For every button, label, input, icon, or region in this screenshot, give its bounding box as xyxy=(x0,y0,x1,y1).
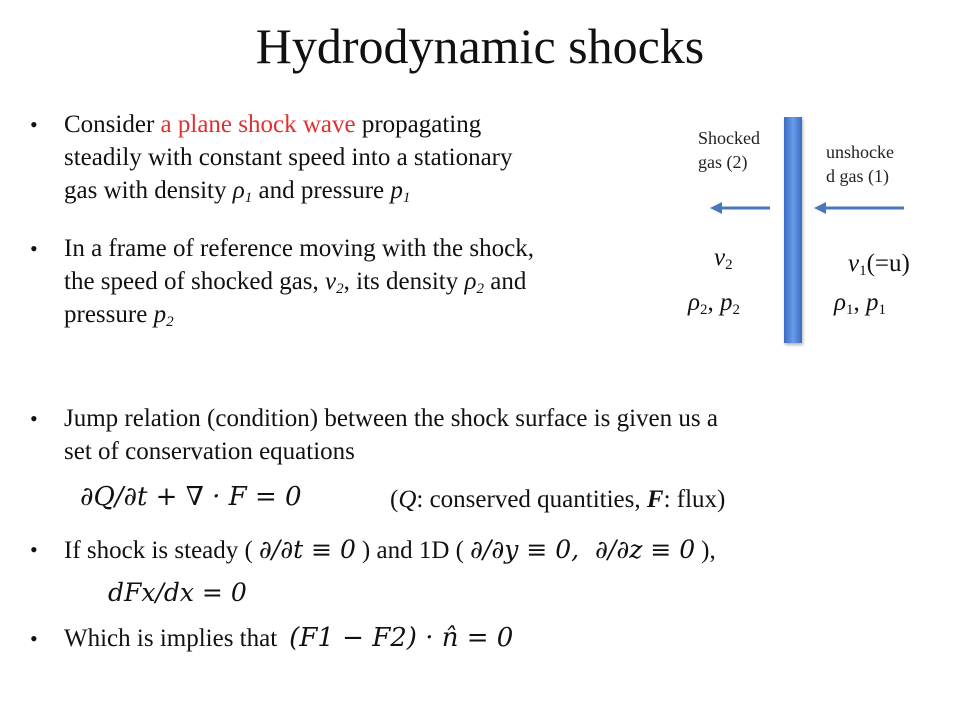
equation-conservation: ∂Q/∂t + ∇ · F = 0 xyxy=(80,482,302,512)
bullet-2-line-2: and xyxy=(484,268,527,295)
note-text: : conserved quantities, xyxy=(416,486,647,513)
bullet-dot: • xyxy=(30,112,38,137)
bullet-2-line-2: the speed of shocked gas, xyxy=(64,268,326,295)
bullet-2-line-2: , its density xyxy=(343,268,465,295)
bullet-4-text: ) and 1D ( xyxy=(361,537,464,564)
label-shocked-line1: Shocked xyxy=(698,128,760,148)
label-unshocked-line2: d gas (1) xyxy=(826,166,889,186)
note-q: Q xyxy=(398,486,417,513)
v2-symbol: $v_2$ xyxy=(325,268,344,297)
rho-symbol: $\rho_1$ xyxy=(232,177,253,206)
bullet-1-line-3: and pressure xyxy=(252,177,391,204)
bullet-4-text: If shock is steady ( xyxy=(64,537,253,564)
label-shocked-gas xyxy=(698,126,760,174)
label-unshocked-gas xyxy=(826,140,894,188)
v2-label: $v_2$ xyxy=(714,244,733,273)
arrow-left-icon xyxy=(812,200,906,216)
v1-label: $v_1(=u)$ xyxy=(848,250,910,279)
rho1-p1-label: $\rho_1$, $p_1$ xyxy=(834,289,886,318)
bullet-dot: • xyxy=(30,406,38,431)
bullet-dot: • xyxy=(30,236,38,261)
equation-flux-derivative: dFx/dx = 0 xyxy=(108,578,247,607)
one-d-condition: ∂/∂y ≡ 0, ∂/∂z ≡ 0 xyxy=(469,535,696,564)
label-shocked-line2: gas (2) xyxy=(698,152,748,172)
rho2-p2-label: $\rho_2$, $p_2$ xyxy=(688,289,740,318)
bullet-2-line-1: In a frame of reference moving with the shock, xyxy=(64,235,534,262)
arrow-left-icon xyxy=(708,200,772,216)
equation-note xyxy=(390,483,725,516)
shock-plane xyxy=(784,117,802,343)
bullet-5-text: Which is implies that xyxy=(64,625,278,652)
bullet-3-line-2: set of conservation equations xyxy=(64,438,355,465)
bullet-dot: • xyxy=(30,626,38,651)
slide-title: Hydrodynamic shocks xyxy=(255,18,705,74)
bullet-4-text: ), xyxy=(701,537,716,564)
p-symbol: $p_1$ xyxy=(390,177,411,206)
rho2-symbol: $\rho_2$ xyxy=(464,268,484,297)
bullet-1-line-3: gas with density xyxy=(64,177,233,204)
note-f: F xyxy=(646,486,664,513)
bullet-2-line-3: pressure xyxy=(64,301,154,328)
bullet-dot: • xyxy=(30,537,38,562)
note-text: ( xyxy=(390,486,399,513)
note-text: : flux) xyxy=(663,486,726,513)
bullet-1-line-2: steadily with constant speed into a stationary xyxy=(64,144,513,171)
bullet-1-text: Consider xyxy=(64,111,161,138)
highlight-plane-shock: a plane shock wave xyxy=(160,111,356,138)
steady-condition: ∂/∂t ≡ 0 xyxy=(258,535,356,564)
bullet-3-line-1: Jump relation (condition) between the shock surface is given us a xyxy=(64,405,718,432)
p2-symbol: $p_2$ xyxy=(153,301,174,330)
equation-jump: (F1 − F2) · n̂ = 0 xyxy=(289,623,514,653)
bullet-1-text: propagating xyxy=(355,111,482,138)
label-unshocked-line1: unshocke xyxy=(826,142,894,162)
